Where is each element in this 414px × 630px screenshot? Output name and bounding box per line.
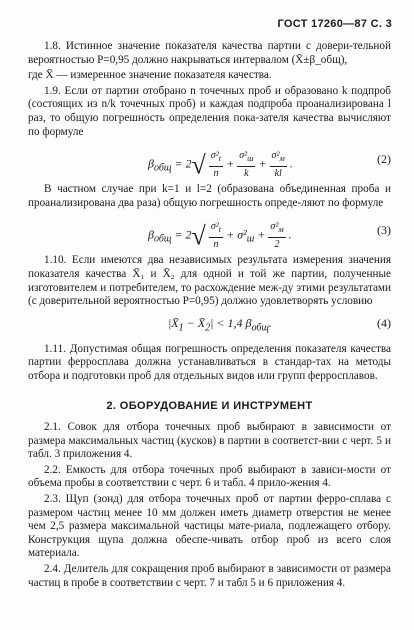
section-heading-2: 2. ОБОРУДОВАНИЕ И ИНСТРУМЕНТ bbox=[106, 399, 313, 412]
paragraph-special-case: В частном случае при k=1 и l=2 (образована объединенная проба и проанализирована два раза) общую погрешность опреде-ляют по формуле bbox=[28, 183, 391, 209]
paragraph-1-10: 1.10. Если имеются два независимых результата измерения значения показателя качества X̄₁ и X̄₂ для одной и той же партии, полученные изготовителем и потребителем, то расхождение меж-ду этими результатами (с доверительной вероятностью P=0,95) должно удовлетворять условию bbox=[28, 254, 391, 308]
formula-4: $|X̄_1$ − $X̄_2| < 1,4$ $\beta_{общ}$. (4) bbox=[168, 315, 391, 334]
paragraph-2-3: 2.3. Щуп (зонд) для отбора точечных проб от партии ферро-сплава с размером частиц менее 10 мм должен иметь диаметр отверстия не менее чем 2,5 размера максимальной частицы мате-риала, подлежащего отбору. Конструкция щупа должна обеспе-чивать отбор проб из всего слоя материала. bbox=[28, 493, 391, 560]
formula-2-number: (2) bbox=[377, 152, 391, 167]
formula-3-number: (3) bbox=[377, 223, 391, 238]
page-header: ГОСТ 17260—87 С. 3 bbox=[277, 18, 392, 30]
formula-4-number: (4) bbox=[377, 315, 391, 330]
formula-3: $\beta_{общ} = 2√$ $\frac{\sigma^2_t}{n}$ + $\sigma^2_ш$ + $\frac{\sigma^2_м}{2}$ . (3) bbox=[148, 221, 391, 251]
paragraph-1-8: 1.8. Истинное значение показателя качества партии с довери-тельной вероятностью P=0,95 должно накрываться интервалом (X̄±β_общ), bbox=[28, 40, 391, 66]
paragraph-2-4: 2.4. Делитель для сокращения проб выбирают в зависимости от размера частиц в пробе в соответствии с черт. 7 и табл 5 и 6 приложения 4. bbox=[28, 563, 391, 589]
document-body bbox=[28, 40, 391, 592]
paragraph-1-8-note: где X̄ — измеренное значение показателя качества. bbox=[28, 69, 272, 82]
paragraph-1-11: 1.11. Допустимая общая погрешность определения показателя качества партии ферросплава должна устанавливаться в стандар-тах на методы отбора и подготовки проб для отдельных видов или групп ферросплавов. bbox=[28, 342, 391, 382]
formula-2: $\beta_{общ} = 2√$ $\frac{\sigma^2_t}{n}$ + $\frac{\sigma^2_ш}{k}$ + $\frac{\sigma^2_м}{kl}$ . (2) bbox=[148, 150, 391, 180]
paragraph-1-9: 1.9. Если от партии отобрано n точечных проб и образовано k подпроб (состоящих из n/k точечных проб) и каждая подпроба проанализирована l раз, то общую погрешность определения пока-зателя качества вычисляют по формуле bbox=[28, 84, 391, 138]
paragraph-2-1: 2.1. Совок для отбора точечных проб выбирают в зависимости от размера максимальных частиц (кусков) в партии в соответст-вии с черт. 5 и табл. 3 приложения 4. bbox=[28, 421, 391, 461]
paragraph-2-2: 2.2. Емкость для отбора точечных проб выбирают в зависи-мости от объема пробы в соответствии с черт. 6 и табл. 4 прило-жения 4. bbox=[28, 463, 391, 490]
